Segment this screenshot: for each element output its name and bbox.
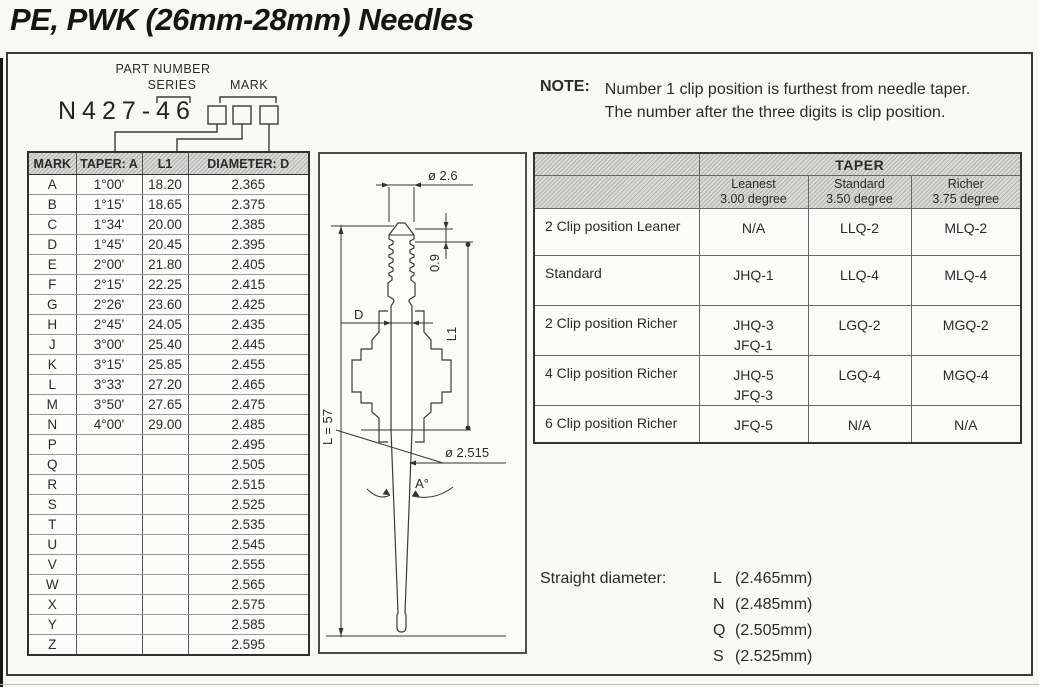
taper-table-cell: MGQ-4 bbox=[911, 356, 1021, 406]
mark-table-cell: 2.595 bbox=[188, 635, 309, 656]
mark-table-cell: Q bbox=[28, 455, 76, 475]
mark-box-1 bbox=[208, 106, 226, 124]
taper-table-cell: MGQ-2 bbox=[911, 306, 1021, 356]
mark-table-row bbox=[28, 335, 309, 355]
pitch-label: 0.9 bbox=[427, 253, 442, 273]
mark-table-cell bbox=[76, 635, 142, 656]
mark-table bbox=[27, 151, 310, 656]
mark-table-cell: 23.60 bbox=[142, 295, 188, 315]
mark-table-column-header: DIAMETER: D bbox=[188, 152, 309, 175]
mark-table-cell: 2.395 bbox=[188, 235, 309, 255]
taper-table-cell: MLQ-4 bbox=[911, 256, 1021, 306]
scan-bottom-line bbox=[0, 684, 1039, 685]
mark-table-cell: 2.455 bbox=[188, 355, 309, 375]
taper-title: TAPER bbox=[699, 153, 1021, 176]
mark-table-cell: D bbox=[28, 235, 76, 255]
mark-table-cell: 2°45' bbox=[76, 315, 142, 335]
mark-table-cell bbox=[76, 535, 142, 555]
mark-table-row bbox=[28, 215, 309, 235]
angle-label: A° bbox=[415, 476, 429, 491]
mark-table-cell: 2.485 bbox=[188, 415, 309, 435]
mark-table-cell: 2.465 bbox=[188, 375, 309, 395]
mark-table-cell: 2.535 bbox=[188, 515, 309, 535]
mark-table-row bbox=[28, 235, 309, 255]
mark-table-cell: 2.515 bbox=[188, 475, 309, 495]
mark-table-cell: B bbox=[28, 195, 76, 215]
series-label: SERIES bbox=[147, 78, 197, 92]
mark-table-row bbox=[28, 455, 309, 475]
mark-table-row bbox=[28, 375, 309, 395]
mark-table-cell: R bbox=[28, 475, 76, 495]
mark-table-cell: 2.525 bbox=[188, 495, 309, 515]
mark-table-cell bbox=[76, 595, 142, 615]
taper-table bbox=[533, 152, 1022, 444]
taper-table-title-row bbox=[534, 153, 1021, 176]
mark-table-cell bbox=[76, 575, 142, 595]
mark-table-cell: C bbox=[28, 215, 76, 235]
straight-diameter-item: L (2.465mm) bbox=[713, 570, 813, 587]
mark-table-row bbox=[28, 295, 309, 315]
taper-table-cell: MLQ-2 bbox=[911, 209, 1021, 256]
taper-header-leanest: Leanest 3.00 degree bbox=[699, 176, 808, 209]
d-label: D bbox=[354, 307, 364, 322]
mark-table-row bbox=[28, 575, 309, 595]
mark-table-cell: J bbox=[28, 335, 76, 355]
taper-table-cell: JHQ-1 bbox=[699, 256, 808, 306]
mark-table-cell bbox=[76, 615, 142, 635]
mark-table-cell: X bbox=[28, 595, 76, 615]
mark-label: MARK bbox=[229, 78, 269, 92]
mark-table-row bbox=[28, 515, 309, 535]
mark-table-cell: 1°45' bbox=[76, 235, 142, 255]
mark-table-cell: 2.575 bbox=[188, 595, 309, 615]
mark-table-cell: 29.00 bbox=[142, 415, 188, 435]
taper-table-row bbox=[534, 209, 1021, 256]
mark-table-row bbox=[28, 355, 309, 375]
part-number-diagram bbox=[6, 52, 523, 152]
mark-table-row bbox=[28, 415, 309, 435]
mark-table-row bbox=[28, 195, 309, 215]
dimension-lines bbox=[326, 185, 506, 637]
mark-table-row bbox=[28, 555, 309, 575]
mark-bracket bbox=[220, 97, 276, 103]
taper-table-row bbox=[534, 356, 1021, 406]
mark-table-cell: T bbox=[28, 515, 76, 535]
taper-header-empty bbox=[534, 176, 699, 209]
mark-table-cell: 4°00' bbox=[76, 415, 142, 435]
mark-table-cell bbox=[142, 615, 188, 635]
mark-table-cell: S bbox=[28, 495, 76, 515]
mark-table-cell bbox=[142, 635, 188, 656]
mark-table-cell: 2.415 bbox=[188, 275, 309, 295]
mark-table-cell: 18.65 bbox=[142, 195, 188, 215]
mark-table-cell: 3°50' bbox=[76, 395, 142, 415]
mark-table-cell: Z bbox=[28, 635, 76, 656]
mark-table-cell: 2.475 bbox=[188, 395, 309, 415]
mark-table-cell: 3°00' bbox=[76, 335, 142, 355]
taper-table-cell: LLQ-4 bbox=[808, 256, 911, 306]
mark-table-header-row bbox=[28, 152, 309, 175]
mark-table-cell: F bbox=[28, 275, 76, 295]
mark-table-cell: 1°34' bbox=[76, 215, 142, 235]
mark-table-cell bbox=[76, 515, 142, 535]
mark-table-cell: 2.545 bbox=[188, 535, 309, 555]
note-line-1: Number 1 clip position is furthest from needle taper. bbox=[604, 81, 971, 98]
mark-table-row bbox=[28, 635, 309, 656]
mark-table-cell: 18.20 bbox=[142, 175, 188, 195]
mark-table-column-header: MARK bbox=[28, 152, 76, 175]
taper-table-row bbox=[534, 256, 1021, 306]
taper-row-label: 2 Clip position Leaner bbox=[534, 209, 699, 256]
note-label: NOTE: bbox=[540, 78, 590, 95]
mark-table-cell: 2.385 bbox=[188, 215, 309, 235]
mark-table-cell bbox=[142, 515, 188, 535]
straight-diameter-list bbox=[713, 566, 812, 670]
mark-table-row bbox=[28, 535, 309, 555]
note-line-2: The number after the three digits is clip position. bbox=[604, 104, 946, 121]
mark-table-cell bbox=[142, 455, 188, 475]
taper-table-cell: N/A bbox=[911, 406, 1021, 443]
mark-table-cell: 20.45 bbox=[142, 235, 188, 255]
taper-row-label: 6 Clip position Richer bbox=[534, 406, 699, 443]
length-label: L = 57 bbox=[320, 408, 335, 446]
mark-table-cell: 2.495 bbox=[188, 435, 309, 455]
mark-table-cell: 20.00 bbox=[142, 215, 188, 235]
mark-table-cell: 2.565 bbox=[188, 575, 309, 595]
taper-row-label: 2 Clip position Richer bbox=[534, 306, 699, 356]
mark-table-cell: G bbox=[28, 295, 76, 315]
mark-table-cell: 2°26' bbox=[76, 295, 142, 315]
mark-table-cell: 1°15' bbox=[76, 195, 142, 215]
mark-table-cell bbox=[142, 435, 188, 455]
mark-table-cell: 27.20 bbox=[142, 375, 188, 395]
mark-table-cell: 2.365 bbox=[188, 175, 309, 195]
taper-row-label: 4 Clip position Richer bbox=[534, 356, 699, 406]
taper-table-cell: LGQ-2 bbox=[808, 306, 911, 356]
taper-table-cell: JHQ-3 JFQ-1 bbox=[699, 306, 808, 356]
straight-diameter-item: Q (2.505mm) bbox=[713, 622, 813, 639]
mark-table-cell: 24.05 bbox=[142, 315, 188, 335]
l1-label: L1 bbox=[444, 326, 459, 342]
mark-table-cell: N bbox=[28, 415, 76, 435]
mark-table-cell: 21.80 bbox=[142, 255, 188, 275]
mark-table-row bbox=[28, 495, 309, 515]
mark-table-cell: 2.425 bbox=[188, 295, 309, 315]
mark-table-cell bbox=[142, 595, 188, 615]
connector-box1-taper bbox=[115, 124, 217, 151]
mark-table-column-header: L1 bbox=[142, 152, 188, 175]
taper-table-row bbox=[534, 406, 1021, 443]
mark-box-3 bbox=[260, 106, 278, 124]
part-number-value: N427-46 bbox=[58, 97, 196, 125]
mark-table-cell bbox=[142, 495, 188, 515]
taper-table-cell: JFQ-5 bbox=[699, 406, 808, 443]
mark-table-cell: 2.585 bbox=[188, 615, 309, 635]
mark-table-column-header: TAPER: A bbox=[76, 152, 142, 175]
mark-table-cell bbox=[76, 455, 142, 475]
mark-table-row bbox=[28, 315, 309, 335]
mark-table-row bbox=[28, 615, 309, 635]
mark-table-row bbox=[28, 595, 309, 615]
mark-table-cell: 1°00' bbox=[76, 175, 142, 195]
dia-top-label: ø 2.6 bbox=[428, 168, 458, 183]
mark-table-cell: A bbox=[28, 175, 76, 195]
mark-table-cell bbox=[142, 575, 188, 595]
mark-table-row bbox=[28, 255, 309, 275]
mark-table-cell bbox=[142, 555, 188, 575]
mark-table-row bbox=[28, 475, 309, 495]
scan-edge-artifact bbox=[0, 58, 3, 687]
mark-table-cell: 2.555 bbox=[188, 555, 309, 575]
mark-table-cell: 2°15' bbox=[76, 275, 142, 295]
mark-table-cell: U bbox=[28, 535, 76, 555]
series-bracket bbox=[157, 97, 190, 103]
mark-table-cell: L bbox=[28, 375, 76, 395]
mark-table-cell bbox=[142, 535, 188, 555]
mark-table-row bbox=[28, 435, 309, 455]
mark-table-cell: 22.25 bbox=[142, 275, 188, 295]
part-number-label: PART NUMBER bbox=[115, 62, 211, 76]
mark-table-cell bbox=[76, 555, 142, 575]
mark-table-cell: 25.85 bbox=[142, 355, 188, 375]
mark-table-cell bbox=[76, 495, 142, 515]
mark-table-cell: 2.505 bbox=[188, 455, 309, 475]
connector-box2-l1 bbox=[177, 124, 242, 151]
dia-taper-label: ø 2.515 bbox=[445, 445, 490, 460]
taper-table-cell: LGQ-4 bbox=[808, 356, 911, 406]
taper-table-row bbox=[534, 306, 1021, 356]
mark-box-2 bbox=[233, 106, 251, 124]
mark-table-cell: W bbox=[28, 575, 76, 595]
mark-table-row bbox=[28, 395, 309, 415]
needle-drawing bbox=[320, 154, 525, 652]
taper-table-cell: N/A bbox=[699, 209, 808, 256]
note-block bbox=[540, 78, 970, 124]
taper-row-label: Standard bbox=[534, 256, 699, 306]
taper-table-header-row bbox=[534, 176, 1021, 209]
mark-table-cell: 2.435 bbox=[188, 315, 309, 335]
taper-header-standard: Standard 3.50 degree bbox=[808, 176, 911, 209]
mark-table-cell: V bbox=[28, 555, 76, 575]
taper-table-cell: N/A bbox=[808, 406, 911, 443]
page-title: PE, PWK (26mm-28mm) Needles bbox=[10, 2, 474, 37]
mark-table-cell: 2.405 bbox=[188, 255, 309, 275]
mark-table-cell: P bbox=[28, 435, 76, 455]
mark-table-cell: 25.40 bbox=[142, 335, 188, 355]
mark-table-row bbox=[28, 275, 309, 295]
mark-table-cell: 27.65 bbox=[142, 395, 188, 415]
mark-table-cell: 2.445 bbox=[188, 335, 309, 355]
needle-outline bbox=[388, 223, 415, 632]
taper-corner-cell bbox=[534, 153, 699, 176]
mark-table-cell: 2°00' bbox=[76, 255, 142, 275]
mark-table-cell: H bbox=[28, 315, 76, 335]
mark-table-cell bbox=[76, 475, 142, 495]
straight-diameter-item: S (2.525mm) bbox=[713, 648, 813, 665]
taper-table-cell: JHQ-5 JFQ-3 bbox=[699, 356, 808, 406]
taper-header-richer: Richer 3.75 degree bbox=[911, 176, 1021, 209]
mark-table-cell bbox=[142, 475, 188, 495]
needle-drawing-frame bbox=[318, 152, 527, 654]
taper-table-cell: LLQ-2 bbox=[808, 209, 911, 256]
mark-table-cell: M bbox=[28, 395, 76, 415]
straight-diameter-label: Straight diameter: bbox=[540, 570, 667, 587]
mark-table-cell: K bbox=[28, 355, 76, 375]
mark-table-cell: 3°15' bbox=[76, 355, 142, 375]
mark-table-cell: E bbox=[28, 255, 76, 275]
mark-table-row bbox=[28, 175, 309, 195]
mark-table-cell: 2.375 bbox=[188, 195, 309, 215]
mark-table-cell: 3°33' bbox=[76, 375, 142, 395]
mark-table-cell: Y bbox=[28, 615, 76, 635]
mark-table-cell bbox=[76, 435, 142, 455]
straight-diameter-item: N (2.485mm) bbox=[713, 596, 813, 613]
